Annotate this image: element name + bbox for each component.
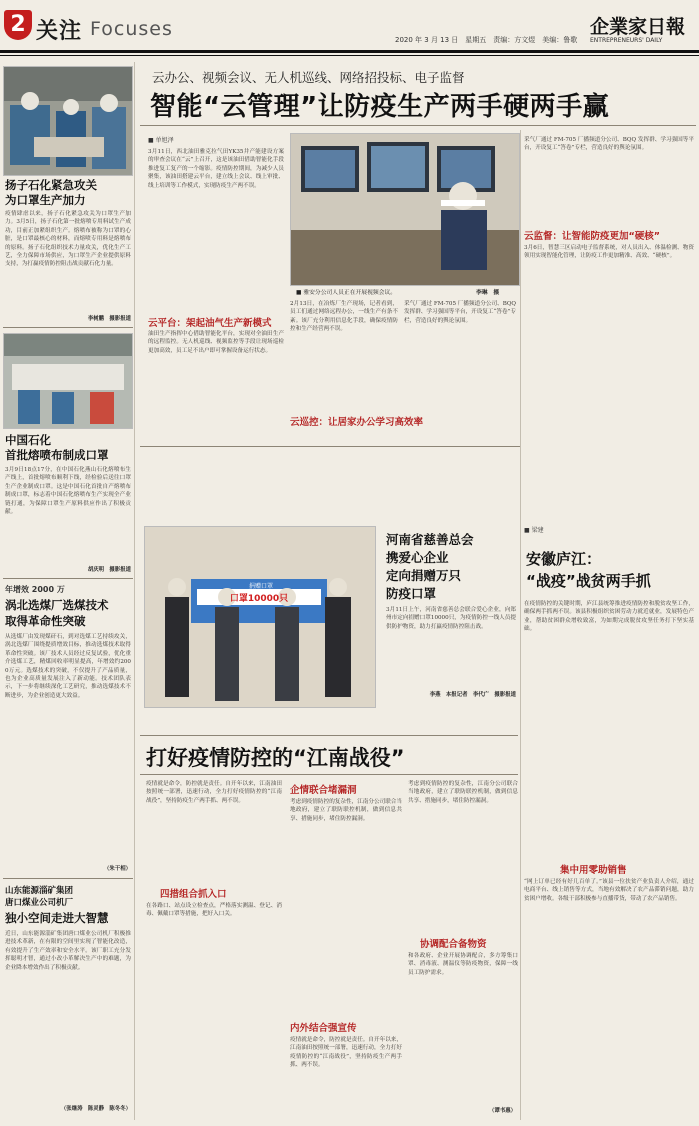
section-title-en: Focuses bbox=[90, 18, 173, 40]
issue-meta: 2020 年 3 月 13 日 星期五 责编：方文煜 美编：鲁歌 bbox=[395, 36, 578, 44]
a3-title-2: 取得革命性突破 bbox=[5, 614, 86, 628]
lead-headline: 智能“云管理”让防疫生产两手硬两手赢 bbox=[150, 92, 610, 122]
lead-sub2: 云巡控：让居家办公学习高效率 bbox=[290, 417, 424, 428]
lead-byline: ■ 单旭泽 bbox=[148, 137, 174, 144]
a3-kicker: 年增效 2000 万 bbox=[5, 585, 65, 594]
donation-ceremony-illustration bbox=[145, 527, 375, 707]
a2-body: 3月9日18点17分，在中国石化燕山石化熔喷布生产线上，首批熔喷布顺利下线，经检验后送往口罩生产企业制成口罩。这是中国石化首批自产熔喷布制成口罩，标志着中国石化熔喷布生产实现全产业链打通，为保障口罩生产原料供应作出了积极贡献。 bbox=[5, 467, 131, 516]
jiangnan-col2-top: 考虑到疫情防控的复杂性，江南分公司联合当地政府，建立了联防联控机制，做到信息共享、措施同步，堵住防控漏洞。 bbox=[290, 799, 402, 822]
lead-sub1: 云平台：架起油气生产新模式 bbox=[148, 318, 272, 329]
lead-col3a-body: 2月13日，在冶炼厂生产现场，记者看到，员工们通过网络远程办公，一线生产有条不紊。该厂充分利用信息化手段，确保疫情防控和生产经营两不误。 bbox=[290, 301, 398, 333]
a4-title-3: 独小空间走进大智慧 bbox=[5, 911, 109, 925]
a3-title-1: 涡北选煤厂选煤技术 bbox=[5, 598, 109, 612]
a1-body: 疫情肆虐以来，扬子石化紧急攻关为口罩生产加力。3月5日，扬子石化第一批熔喷专用料试生产成功，目前正加紧组织生产。熔喷布被称为口罩的心脏，是口罩最核心的材料，而熔喷专用料是熔喷布的原料。扬子石化组织技术力量攻关，优化生产工艺，全力保障市场供应，为口罩生产企业提供原料支持，为打赢疫情防控阻击战贡献石化力量。 bbox=[5, 211, 131, 268]
anzhou-title-2: “战疫”战贫两手抓 bbox=[526, 572, 651, 590]
lead-col4-body: 采气厂通过 FM-705 厂播频道分公司、BQQ 发挥群、学习强国等平台，开设复工“答卷”专栏，营造良好的舆论氛围。 bbox=[404, 301, 516, 324]
a1-credit: 李树鹏 摄影报道 bbox=[87, 316, 131, 322]
donation-title-2: 携爱心企业 bbox=[386, 550, 449, 565]
section-title: 关注 bbox=[36, 19, 83, 44]
a1-title-1: 扬子石化紧急攻关 bbox=[5, 178, 97, 192]
jiangnan-col3-bottom: 和各政府、企业开展协调配合，多方筹集口罩、消毒液、测温仪等防疫物资，保障一线员工防护需求。 bbox=[408, 953, 518, 976]
paper-name-en: ENTREPRENEURS' DAILY bbox=[590, 37, 663, 44]
anzhou-tag: ■ 梁建 bbox=[524, 527, 544, 534]
board-line-2: 口罩10000只 bbox=[229, 594, 289, 604]
photo-caption: ■ 雅安分公司人员正在开展视频会议。 bbox=[296, 290, 397, 296]
lead-col5-body: 3月6日，智慧三区启动电子监督系统，对人员出入、体温检测、物资领用实现智能化管理，让防疫工作更加精准、高效、“硬核”。 bbox=[524, 245, 694, 260]
page-number-badge: 2 bbox=[4, 10, 32, 40]
jiangnan-credit: （谭书惠） bbox=[489, 1108, 516, 1114]
donation-title-1: 河南省慈善总会 bbox=[386, 532, 474, 547]
a2-title-1: 中国石化 bbox=[5, 433, 51, 447]
video-meeting-illustration bbox=[291, 134, 519, 285]
donation-credit: 李燕 本报记者 李代广 摄影报道 bbox=[429, 692, 516, 698]
jiangnan-col3-top: 考虑到疫情防控的复杂性，江南分公司联合当地政府，建立了联防联控机制，做到信息共享、措施同步，堵住防控漏洞。 bbox=[408, 781, 518, 804]
a3-body: 从选煤厂由发现煤矸石，到对选煤工艺持续攻关，涡北选煤厂围绕提质增效目标，推动选煤技术取得革命性突破。该厂技术人员经过反复试验，优化重介选煤工艺，精煤回收率明显提高，年增效约2000万元。选煤技术的突破，不仅提升了产品质量，也为企业高质量发展注入了新动能。技术团队表示，下一步将继续深化工艺研究，推动选煤技术不断进步，为企业创造更大效益。 bbox=[5, 634, 131, 699]
a4-title-2: 唐口煤业公司机厂 bbox=[5, 898, 74, 908]
photo-credit: 李琳 摄 bbox=[476, 290, 500, 296]
jiangnan-col2-bottom: 疫情就是命令，防控就是责任。自开年以来，江南油田按照统一部署，迅速行动，全力打好疫情防控的“江南战役”，坚持防疫生产两手抓、两不误。 bbox=[290, 1037, 402, 1069]
a4-title-1: 山东能源淄矿集团 bbox=[5, 886, 74, 896]
jiangnan-sub3: 协调配合备物资 bbox=[420, 939, 487, 950]
donation-photo bbox=[144, 526, 376, 708]
a2-credit: 胡庆明 摄影报道 bbox=[87, 567, 131, 573]
meltblown-photo bbox=[3, 333, 133, 429]
anzhou-body-2: “网上订单已经有好几百单了。”该县一位扶贫产业负责人介绍，通过电商平台、线上销售等方式，当地有效解决了农产品滞销问题，助力贫困户增收。各级干部积极参与直播带货，带动了农产品销售。 bbox=[524, 879, 694, 902]
board-line-1: 捐赠口罩 bbox=[248, 583, 273, 590]
jiangnan-sub4: 内外结合强宣传 bbox=[290, 1023, 357, 1034]
jiangnan-sub2: 四措组合抓入口 bbox=[160, 889, 227, 900]
masthead bbox=[0, 0, 699, 58]
a1-title-2: 为口罩生产加力 bbox=[5, 193, 86, 207]
anzhou-title-1: 安徽庐江： bbox=[526, 550, 602, 568]
donation-title-3: 定向捐赠万只 bbox=[386, 568, 462, 583]
masthead-rule bbox=[0, 50, 699, 53]
jiangnan-sub1: 企情联合堵漏洞 bbox=[290, 785, 357, 796]
a4-credit: （张继涛 陈灵静 陈冬冬） bbox=[60, 1106, 131, 1112]
paper-name: 企業家日報 bbox=[590, 16, 686, 38]
a2-title-2: 首批熔喷布制成口罩 bbox=[5, 448, 109, 462]
lead-sub3: 云监督：让智能防疫更加“硬核” bbox=[524, 231, 660, 242]
a4-body: 近日，山东能源淄矿集团唐口煤业公司机厂积极推进技术革新，在有限的空间里实现了智能化改造，有效提升了生产效率和安全水平。该厂职工充分发挥聪明才智，通过小改小革解决生产中的难题，为企业降本增效作出了积极贡献。 bbox=[5, 931, 131, 971]
masthead-rule-thin bbox=[0, 55, 699, 56]
jiangnan-headline: 打好疫情防控的“江南战役” bbox=[146, 746, 405, 770]
lead-kicker: 云办公、视频会议、无人机巡线、网络招投标、电子监督 bbox=[152, 70, 465, 85]
anzhou-body: 在疫情防控的关键时期，庐江县统筹推进疫情防控和脱贫攻坚工作，确保两手抓两不误。该县积极组织贫困劳动力就近就业，发展特色产业，帮助贫困群众增收致富，为如期完成脱贫攻坚任务打下坚实基础。 bbox=[524, 601, 694, 633]
anzhou-sub1: 集中用零助销售 bbox=[560, 865, 627, 876]
jiangnan-col1-top: 疫情就是命令，防控就是责任。自开年以来，江南油田按照统一部署，迅速行动，全力打好疫情防控的“江南战役”，坚持防疫生产两手抓、两不误。 bbox=[146, 781, 282, 804]
lead-col5a-body: 采气厂通过 FM-705 厂播频道分公司、BQQ 发挥群、学习强国等平台，开设复工“答卷”专栏，营造良好的舆论氛围。 bbox=[524, 137, 694, 152]
a3-credit: （朱干相） bbox=[104, 866, 131, 872]
meltblown-line-illustration bbox=[4, 334, 132, 428]
donation-body: 3月11日上午，河南省慈善总会联合爱心企业，向郑州市定向捐赠口罩10000只，为疫情防控一线人员提供防护物资，助力打赢疫情防控阻击战。 bbox=[386, 607, 516, 630]
lead-col1-body: 3月11日，西北油田雅克拉气田YK35井产能建设方案的审查会议在“云”上召开，这是该油田借助智能化手段推进复工复产的一个缩影。疫情防控期间，为减少人员聚集，该油田搭建云平台，建立线上会议、线上审批、线上培训等工作模式，实现防疫生产两不误。 bbox=[148, 149, 284, 189]
factory-workers-illustration bbox=[4, 67, 132, 175]
jiangnan-col1-bottom: 在各路口、站点设立检查点，严格落实测温、登记、消毒、佩戴口罩等措施，把好入口关。 bbox=[146, 903, 282, 918]
donation-title-4: 防疫口罩 bbox=[386, 586, 437, 601]
factory-photo bbox=[3, 66, 133, 176]
video-meeting-photo bbox=[290, 133, 520, 286]
lead-col2-body: 油田生产指挥中心借助智能化平台，实现对全油田生产的远程监控。无人机巡线、视频监控等手段让现场巡检更加高效，员工足不出户即可掌握设备运行状态。 bbox=[148, 331, 284, 354]
